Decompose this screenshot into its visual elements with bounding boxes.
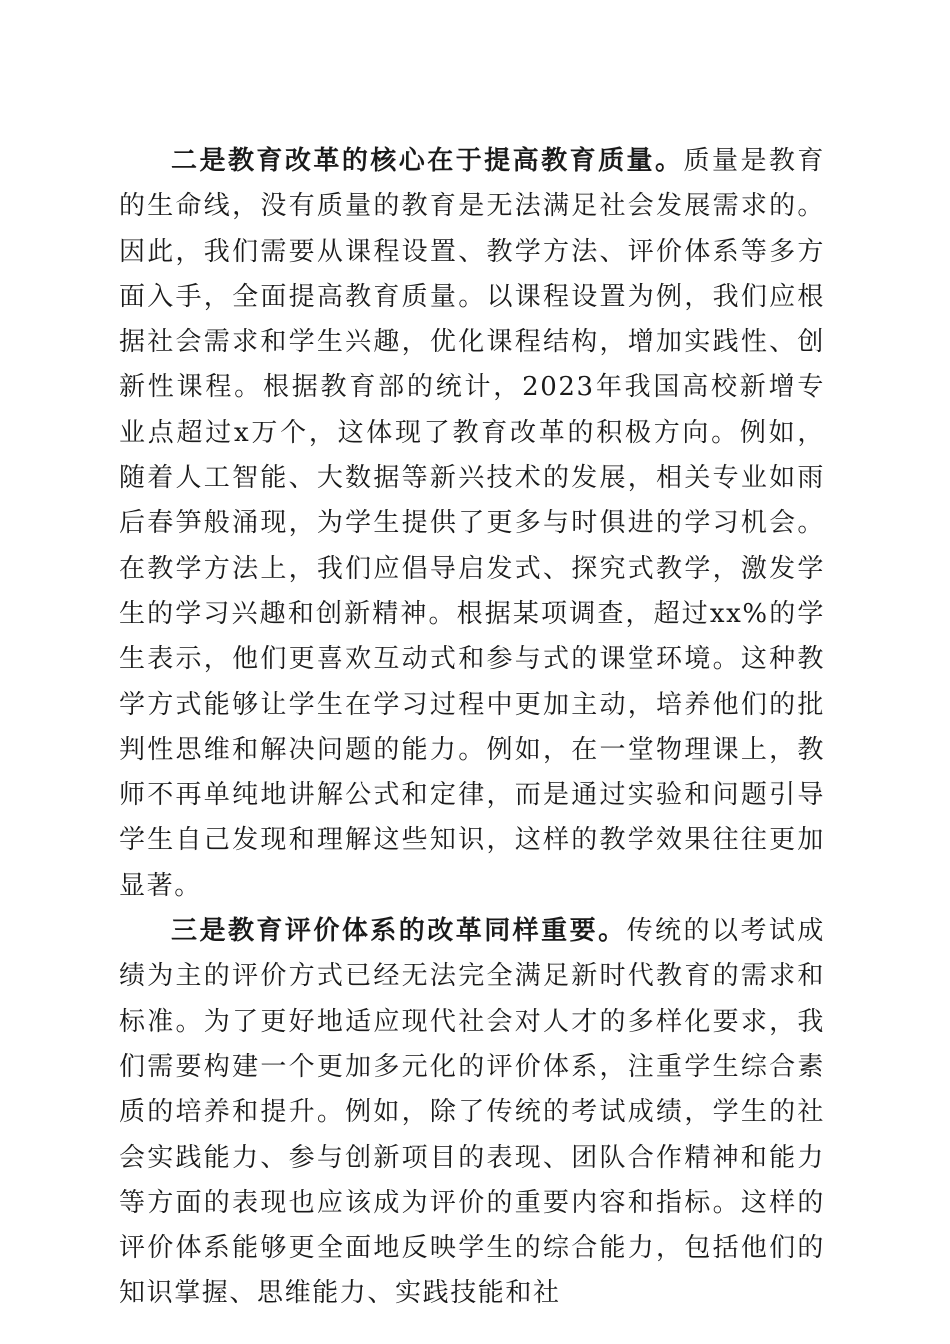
paragraph-lead-evaluation: 三是教育评价体系的改革同样重要。 — [171, 916, 627, 947]
paragraph-body-quality: 质量是教育的生命线，没有质量的教育是无法满足社会发展需求的。因此，我们需要从课程设置、教学方法、评价体系等多方面入手，全面提高教育质量。以课程设置为例，我们应根据社会需求和学生兴趣，优化课程结构，增加实践性、创新性课程。根据教育部的统计，2023年我国高校新增专业点超过x万个，这体现了教育改革的积极方向。例如，随着人工智能、大数据等新兴技术的发展，相关专业如雨后春笋般涌现，为学生提供了更多与时俱进的学习机会。在教学方法上，我们应倡导启发式、探究式教学，激发学生的学习兴趣和创新精神。根据某项调查，超过xx%的学生表示，他们更喜欢互动式和参与式的课堂环境。这种教学方式能够让学生在学习过程中更加主动，培养他们的批判性思维和解决问题的能力。例如，在一堂物理课上，教师不再单纯地讲解公式和定律，而是通过实验和问题引导学生自己发现和理解这些知识，这样的教学效果往往更加显著。 — [119, 146, 825, 901]
paragraph-education-quality — [119, 139, 825, 909]
document-body — [119, 139, 825, 1317]
paragraph-body-evaluation: 传统的以考试成绩为主的评价方式已经无法完全满足新时代教育的需求和标准。为了更好地适应现代社会对人才的多样化要求，我们需要构建一个更加多元化的评价体系，注重学生综合素质的培养和提升。例如，除了传统的考试成绩，学生的社会实践能力、参与创新项目的表现、团队合作精神和能力等方面的表现也应该成为评价的重要内容和指标。这样的评价体系能够更全面地反映学生的综合能力，包括他们的知识掌握、思维能力、实践技能和社 — [119, 916, 825, 1309]
paragraph-lead-quality: 二是教育改革的核心在于提高教育质量。 — [171, 146, 684, 176]
paragraph-evaluation-reform — [119, 909, 825, 1317]
